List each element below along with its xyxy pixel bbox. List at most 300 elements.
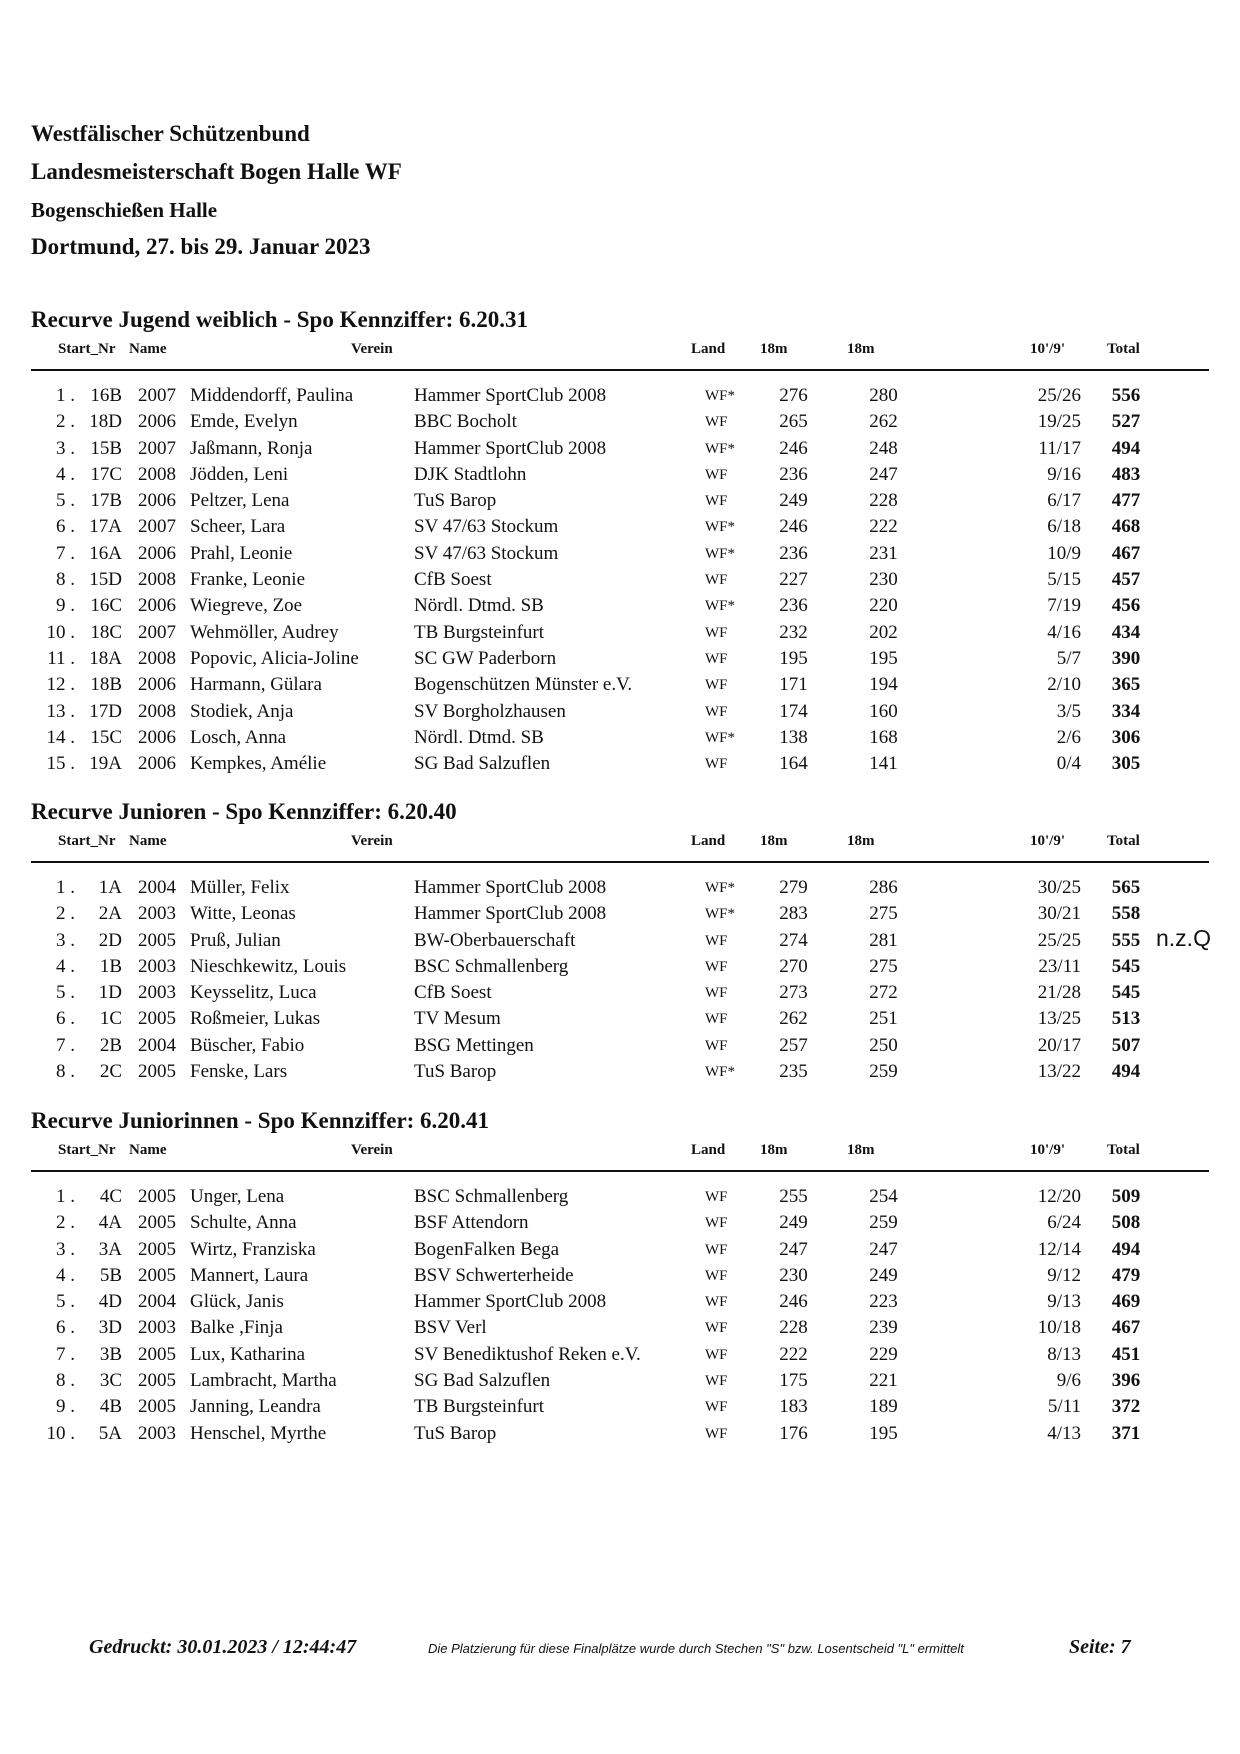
athlete-name-cell: Henschel, Myrthe — [190, 1422, 327, 1444]
score-round2-cell: 254 — [869, 1186, 898, 1207]
table-row — [31, 751, 1209, 777]
table-row — [31, 1342, 1209, 1368]
tiebreak-cell: 9/12 — [1047, 1264, 1081, 1286]
tiebreak-cell: 9/13 — [1047, 1291, 1081, 1313]
col-land: Land — [691, 1142, 726, 1158]
start-number-cell: 4A — [98, 1212, 122, 1234]
rank-cell: 2 . — [56, 903, 75, 925]
start-number-cell: 3C — [99, 1370, 122, 1392]
birth-year-cell: 2006 — [138, 490, 176, 512]
rank-cell: 2 . — [56, 411, 75, 433]
region-cell: WF — [705, 1267, 728, 1284]
birth-year-cell: 2006 — [138, 726, 176, 748]
total-score-cell: 467 — [1111, 542, 1141, 564]
club-cell: TuS Barop — [414, 1422, 497, 1444]
tiebreak-cell: 6/18 — [1047, 516, 1081, 538]
score-round1-cell: 235 — [779, 1061, 808, 1083]
region-cell: WF* — [705, 519, 735, 536]
total-score-cell: 494 — [1111, 1061, 1141, 1083]
col-18m-2: 18m — [847, 833, 875, 849]
athlete-name-cell: Pruß, Julian — [190, 929, 281, 951]
club-cell: CfB Soest — [414, 569, 492, 591]
athlete-name-cell: Glück, Janis — [190, 1291, 284, 1313]
col-name: Name — [129, 1142, 167, 1158]
rank-cell: 2 . — [56, 1212, 75, 1234]
table-row — [31, 383, 1209, 409]
athlete-name-cell: Janning, Leandra — [190, 1396, 321, 1418]
table-row — [31, 1184, 1209, 1210]
birth-year-cell: 2005 — [138, 1396, 176, 1418]
col-start-nr: Start_Nr — [58, 833, 116, 849]
score-round1-cell: 183 — [779, 1396, 808, 1418]
athlete-name-cell: Unger, Lena — [190, 1186, 285, 1207]
birth-year-cell: 2008 — [138, 463, 176, 485]
score-round2-cell: 275 — [869, 955, 898, 977]
start-number-cell: 4B — [99, 1396, 122, 1418]
start-number-cell: 15B — [90, 437, 122, 459]
birth-year-cell: 2006 — [138, 753, 176, 775]
tiebreak-cell: 13/25 — [1037, 1008, 1081, 1030]
score-round1-cell: 265 — [779, 411, 808, 433]
table-row — [31, 875, 1209, 901]
start-number-cell: 17C — [90, 463, 122, 485]
region-cell: WF* — [705, 880, 735, 896]
birth-year-cell: 2006 — [138, 674, 176, 696]
region-cell: WF* — [705, 440, 735, 457]
total-score-cell: 477 — [1111, 490, 1141, 512]
score-round1-cell: 274 — [779, 929, 808, 951]
start-number-cell: 18B — [90, 674, 122, 696]
rank-cell: 9 . — [56, 1396, 75, 1418]
tiebreak-cell: 5/11 — [1047, 1396, 1081, 1418]
region-cell: WF — [705, 958, 728, 975]
total-score-cell: 457 — [1111, 569, 1141, 591]
score-round1-cell: 262 — [779, 1008, 808, 1030]
club-cell: Bogenschützen Münster e.V. — [414, 674, 633, 696]
tiebreak-cell: 4/16 — [1047, 621, 1081, 643]
start-number-cell: 15D — [89, 569, 122, 591]
region-cell: WF — [705, 1373, 728, 1390]
score-round1-cell: 171 — [779, 674, 808, 696]
score-round1-cell: 276 — [779, 385, 808, 406]
birth-year-cell: 2003 — [138, 903, 176, 925]
birth-year-cell: 2003 — [138, 955, 176, 977]
region-cell: WF* — [705, 545, 735, 562]
total-score-cell: 483 — [1111, 463, 1141, 485]
score-round2-cell: 160 — [869, 700, 898, 722]
results-section-juniorinnen — [31, 1106, 1211, 1444]
club-cell: DJK Stadtlohn — [414, 463, 527, 485]
region-cell: WF — [705, 756, 728, 773]
column-header-row — [31, 827, 1211, 857]
score-round2-cell: 247 — [869, 463, 898, 485]
start-number-cell: 4D — [98, 1291, 122, 1313]
club-cell: SC GW Paderborn — [414, 647, 557, 669]
score-round1-cell: 246 — [779, 516, 808, 538]
tiebreak-cell: 6/17 — [1047, 490, 1081, 512]
start-number-cell: 18C — [90, 621, 122, 643]
region-cell: WF — [705, 1399, 728, 1416]
birth-year-cell: 2006 — [138, 542, 176, 564]
total-score-cell: 372 — [1111, 1396, 1141, 1418]
region-cell: WF* — [705, 388, 735, 404]
score-round2-cell: 195 — [869, 647, 898, 669]
start-number-cell: 16C — [90, 595, 122, 617]
score-round1-cell: 249 — [779, 490, 808, 512]
rank-cell: 1 . — [56, 385, 75, 406]
birth-year-cell: 2005 — [138, 1370, 176, 1392]
col-start-nr: Start_Nr — [58, 341, 116, 357]
club-cell: CfB Soest — [414, 982, 492, 1004]
col-18m-1: 18m — [760, 1142, 788, 1158]
start-number-cell: 18D — [89, 411, 122, 433]
tiebreak-cell: 7/19 — [1047, 595, 1081, 617]
results-rows — [31, 1184, 1209, 1447]
club-cell: Hammer SportClub 2008 — [414, 1291, 607, 1313]
athlete-name-cell: Wehmöller, Audrey — [190, 621, 339, 643]
athlete-name-cell: Müller, Felix — [190, 877, 290, 898]
total-score-cell: 556 — [1111, 385, 1141, 406]
region-cell: WF — [705, 1037, 728, 1054]
table-row — [31, 409, 1209, 435]
score-round2-cell: 250 — [869, 1034, 898, 1056]
club-cell: SV 47/63 Stockum — [414, 542, 559, 564]
club-cell: BSV Schwerterheide — [414, 1264, 574, 1286]
athlete-name-cell: Popovic, Alicia-Joline — [190, 647, 359, 669]
page-number: Seite: 7 — [1069, 1636, 1131, 1658]
score-round2-cell: 259 — [869, 1061, 898, 1083]
table-row — [31, 593, 1209, 619]
tiebreak-cell: 10/9 — [1047, 542, 1081, 564]
table-row — [31, 1237, 1209, 1263]
rank-cell: 8 . — [56, 1370, 75, 1392]
region-cell: WF — [705, 650, 728, 667]
score-round1-cell: 273 — [779, 982, 808, 1004]
birth-year-cell: 2005 — [138, 1061, 176, 1083]
total-score-cell: 467 — [1111, 1317, 1141, 1339]
start-number-cell: 2A — [98, 903, 122, 925]
table-row — [31, 1059, 1209, 1085]
start-number-cell: 1B — [99, 955, 122, 977]
region-cell: WF — [705, 1241, 728, 1258]
rank-cell: 4 . — [56, 955, 75, 977]
score-round2-cell: 141 — [869, 753, 898, 775]
table-row — [31, 980, 1209, 1006]
table-row — [31, 567, 1209, 593]
region-cell: WF — [705, 932, 728, 949]
tiebreak-cell: 5/15 — [1047, 569, 1081, 591]
athlete-name-cell: Losch, Anna — [190, 726, 287, 748]
col-tiebreak: 10'/9' — [1030, 1142, 1066, 1158]
club-cell: Nördl. Dtmd. SB — [414, 726, 544, 748]
total-score-cell: 494 — [1111, 437, 1141, 459]
start-number-cell: 2D — [98, 929, 122, 951]
club-cell: BW-Oberbauerschaft — [414, 929, 576, 951]
score-round1-cell: 175 — [779, 1370, 808, 1392]
score-round2-cell: 195 — [869, 1422, 898, 1444]
score-round1-cell: 270 — [779, 955, 808, 977]
score-round1-cell: 246 — [779, 437, 808, 459]
score-round1-cell: 246 — [779, 1291, 808, 1313]
club-cell: BSC Schmallenberg — [414, 955, 569, 977]
col-18m-2: 18m — [847, 341, 875, 357]
athlete-name-cell: Lambracht, Martha — [190, 1370, 337, 1392]
total-score-cell: 390 — [1111, 647, 1141, 669]
table-row — [31, 1033, 1209, 1059]
club-cell: Hammer SportClub 2008 — [414, 877, 607, 898]
score-round1-cell: 176 — [779, 1422, 808, 1444]
rank-cell: 3 . — [56, 929, 75, 951]
athlete-name-cell: Wirtz, Franziska — [190, 1238, 316, 1260]
tiebreak-cell: 5/7 — [1056, 647, 1081, 669]
club-cell: SV Borgholzhausen — [414, 700, 566, 722]
col-land: Land — [691, 833, 726, 849]
rank-cell: 4 . — [56, 463, 75, 485]
tiebreak-cell: 8/13 — [1047, 1343, 1081, 1365]
club-cell: BogenFalken Bega — [414, 1238, 560, 1260]
header-rule — [31, 1170, 1209, 1172]
region-cell: WF — [705, 572, 728, 589]
rank-cell: 4 . — [56, 1264, 75, 1286]
birth-year-cell: 2005 — [138, 1212, 176, 1234]
rank-cell: 11 . — [47, 647, 75, 669]
total-score-cell: 456 — [1111, 595, 1141, 617]
start-number-cell: 17B — [90, 490, 122, 512]
athlete-name-cell: Nieschkewitz, Louis — [190, 955, 347, 977]
table-row — [31, 620, 1209, 646]
athlete-name-cell: Büscher, Fabio — [190, 1034, 305, 1056]
table-row — [31, 954, 1209, 980]
rank-cell: 14 . — [46, 726, 75, 748]
table-row — [31, 672, 1209, 698]
score-round1-cell: 236 — [779, 463, 808, 485]
table-row — [31, 1421, 1209, 1447]
score-round2-cell: 275 — [869, 903, 898, 925]
birth-year-cell: 2008 — [138, 569, 176, 591]
total-score-cell: 494 — [1111, 1238, 1141, 1260]
score-round2-cell: 221 — [869, 1370, 898, 1392]
score-round1-cell: 195 — [779, 647, 808, 669]
tiebreak-cell: 2/6 — [1056, 726, 1081, 748]
rank-cell: 15 . — [46, 753, 75, 775]
start-number-cell: 17D — [89, 700, 122, 722]
table-row — [31, 1394, 1209, 1420]
table-row — [31, 1210, 1209, 1236]
tiebreak-cell: 19/25 — [1037, 411, 1081, 433]
start-number-cell: 5A — [98, 1422, 122, 1444]
score-round1-cell: 227 — [779, 569, 808, 591]
total-score-cell: 371 — [1111, 1422, 1141, 1444]
athlete-name-cell: Lux, Katharina — [190, 1343, 306, 1365]
start-number-cell: 3B — [99, 1343, 122, 1365]
region-cell: WF — [705, 1320, 728, 1337]
athlete-name-cell: Kempkes, Amélie — [190, 753, 327, 775]
club-cell: SG Bad Salzuflen — [414, 753, 551, 775]
col-total: Total — [1107, 1142, 1140, 1158]
score-round1-cell: 164 — [779, 753, 808, 775]
header-federation: Westfälischer Schützenbund — [31, 121, 310, 146]
club-cell: BSV Verl — [414, 1317, 487, 1339]
score-round1-cell: 249 — [779, 1212, 808, 1234]
rank-cell: 10 . — [46, 621, 75, 643]
athlete-name-cell: Keysselitz, Luca — [190, 982, 317, 1004]
table-row — [31, 1368, 1209, 1394]
tiebreak-cell: 20/17 — [1037, 1034, 1081, 1056]
total-score-cell: 334 — [1111, 700, 1141, 722]
start-number-cell: 1A — [98, 877, 122, 898]
score-round2-cell: 249 — [869, 1264, 898, 1286]
total-score-cell: 545 — [1111, 955, 1141, 977]
club-cell: Hammer SportClub 2008 — [414, 385, 607, 406]
rank-cell: 7 . — [56, 542, 75, 564]
table-row — [31, 1006, 1209, 1032]
birth-year-cell: 2004 — [138, 1034, 176, 1056]
club-cell: Hammer SportClub 2008 — [414, 903, 607, 925]
col-tiebreak: 10'/9' — [1030, 341, 1066, 357]
birth-year-cell: 2008 — [138, 647, 176, 669]
region-cell: WF — [705, 1215, 728, 1232]
score-round2-cell: 231 — [869, 542, 898, 564]
total-score-cell: 451 — [1111, 1343, 1141, 1365]
athlete-name-cell: Roßmeier, Lukas — [190, 1008, 321, 1030]
table-row — [31, 1263, 1209, 1289]
athlete-name-cell: Mannert, Laura — [190, 1264, 309, 1286]
region-cell: WF* — [705, 906, 735, 923]
start-number-cell: 4C — [99, 1186, 122, 1207]
rank-cell: 5 . — [56, 982, 75, 1004]
score-round2-cell: 281 — [869, 929, 898, 951]
region-cell: WF — [705, 1346, 728, 1363]
score-round2-cell: 272 — [869, 982, 898, 1004]
score-round2-cell: 229 — [869, 1343, 898, 1365]
total-score-cell: 565 — [1111, 877, 1141, 898]
start-number-cell: 5B — [99, 1264, 122, 1286]
total-score-cell: 479 — [1111, 1264, 1141, 1286]
total-score-cell: 396 — [1111, 1370, 1141, 1392]
rank-cell: 6 . — [56, 1008, 75, 1030]
region-cell: WF* — [705, 598, 735, 615]
club-cell: TB Burgsteinfurt — [414, 621, 545, 643]
results-section-junioren — [31, 797, 1211, 1083]
rank-cell: 10 . — [46, 1422, 75, 1444]
section-title: Recurve Junioren - Spo Kennziffer: 6.20.40 — [31, 799, 457, 824]
score-round1-cell: 236 — [779, 542, 808, 564]
birth-year-cell: 2005 — [138, 1343, 176, 1365]
score-round2-cell: 248 — [869, 437, 898, 459]
total-score-cell: 545 — [1111, 982, 1141, 1004]
athlete-name-cell: Jödden, Leni — [190, 463, 289, 485]
score-round2-cell: 259 — [869, 1212, 898, 1234]
total-score-cell: 555 — [1111, 929, 1141, 951]
score-round2-cell: 286 — [869, 877, 898, 898]
column-header-row — [31, 1136, 1211, 1166]
col-verein: Verein — [351, 1142, 393, 1158]
rank-cell: 6 . — [56, 1317, 75, 1339]
athlete-name-cell: Peltzer, Lena — [190, 490, 290, 512]
total-score-cell: 468 — [1111, 516, 1141, 538]
region-cell: WF — [705, 703, 728, 720]
start-number-cell: 16B — [90, 385, 122, 406]
rank-cell: 1 . — [56, 1186, 75, 1207]
club-cell: TV Mesum — [414, 1008, 501, 1030]
total-score-cell: 306 — [1111, 726, 1141, 748]
score-round2-cell: 189 — [869, 1396, 898, 1418]
header-location-date: Dortmund, 27. bis 29. Januar 2023 — [31, 234, 371, 259]
start-number-cell: 1C — [99, 1008, 122, 1030]
results-rows — [31, 875, 1209, 1085]
rank-cell: 7 . — [56, 1343, 75, 1365]
score-round2-cell: 239 — [869, 1317, 898, 1339]
region-cell: WF — [705, 1425, 728, 1442]
tiebreak-cell: 11/17 — [1038, 437, 1081, 459]
rank-cell: 1 . — [56, 877, 75, 898]
rank-cell: 13 . — [46, 700, 75, 722]
birth-year-cell: 2008 — [138, 700, 176, 722]
athlete-name-cell: Franke, Leonie — [190, 569, 306, 591]
table-row — [31, 514, 1209, 540]
table-row — [31, 699, 1209, 725]
section-title: Recurve Juniorinnen - Spo Kennziffer: 6.20.41 — [31, 1108, 490, 1133]
table-row — [31, 488, 1209, 514]
score-round1-cell: 257 — [779, 1034, 808, 1056]
birth-year-cell: 2006 — [138, 411, 176, 433]
region-cell: WF* — [705, 1064, 735, 1081]
start-number-cell: 16A — [89, 542, 122, 564]
total-score-cell: 469 — [1111, 1291, 1141, 1313]
score-round2-cell: 230 — [869, 569, 898, 591]
birth-year-cell: 2005 — [138, 1186, 176, 1207]
col-verein: Verein — [351, 833, 393, 849]
athlete-name-cell: Scheer, Lara — [190, 516, 286, 538]
tiebreak-cell: 30/21 — [1037, 903, 1081, 925]
region-cell: WF — [705, 1011, 728, 1028]
club-cell: BSG Mettingen — [414, 1034, 534, 1056]
table-row — [31, 1289, 1209, 1315]
score-round1-cell: 222 — [779, 1343, 808, 1365]
total-score-cell: 558 — [1111, 903, 1141, 925]
birth-year-cell: 2005 — [138, 929, 176, 951]
total-score-cell: 513 — [1111, 1008, 1141, 1030]
tiebreak-cell: 3/5 — [1056, 700, 1081, 722]
tiebreak-cell: 13/22 — [1037, 1061, 1081, 1083]
athlete-name-cell: Harmann, Gülara — [190, 674, 322, 696]
club-cell: SV Benediktushof Reken e.V. — [414, 1343, 641, 1365]
score-round1-cell: 232 — [779, 621, 808, 643]
birth-year-cell: 2003 — [138, 1422, 176, 1444]
col-tiebreak: 10'/9' — [1030, 833, 1066, 849]
col-18m-1: 18m — [760, 833, 788, 849]
tiebreak-cell: 9/6 — [1056, 1370, 1081, 1392]
total-score-cell: 507 — [1111, 1034, 1141, 1056]
birth-year-cell: 2007 — [138, 516, 176, 538]
region-cell: WF — [705, 1294, 728, 1311]
birth-year-cell: 2004 — [138, 1291, 176, 1313]
birth-year-cell: 2005 — [138, 1238, 176, 1260]
qualification-note: n.z.Q — [1156, 924, 1211, 951]
club-cell: Nördl. Dtmd. SB — [414, 595, 544, 617]
club-cell: BSF Attendorn — [414, 1212, 529, 1234]
athlete-name-cell: Middendorff, Paulina — [190, 385, 354, 406]
col-name: Name — [129, 341, 167, 357]
score-round1-cell: 174 — [779, 700, 808, 722]
footer-note: Die Platzierung für diese Finalplätze wurde durch Stechen "S" bzw. Losentscheid "L" ermittelt — [428, 1641, 964, 1656]
region-cell: WF — [705, 624, 728, 641]
athlete-name-cell: Fenske, Lars — [190, 1061, 288, 1083]
results-rows — [31, 383, 1209, 777]
club-cell: Hammer SportClub 2008 — [414, 437, 607, 459]
header-rule — [31, 861, 1209, 863]
club-cell: BSC Schmallenberg — [414, 1186, 569, 1207]
